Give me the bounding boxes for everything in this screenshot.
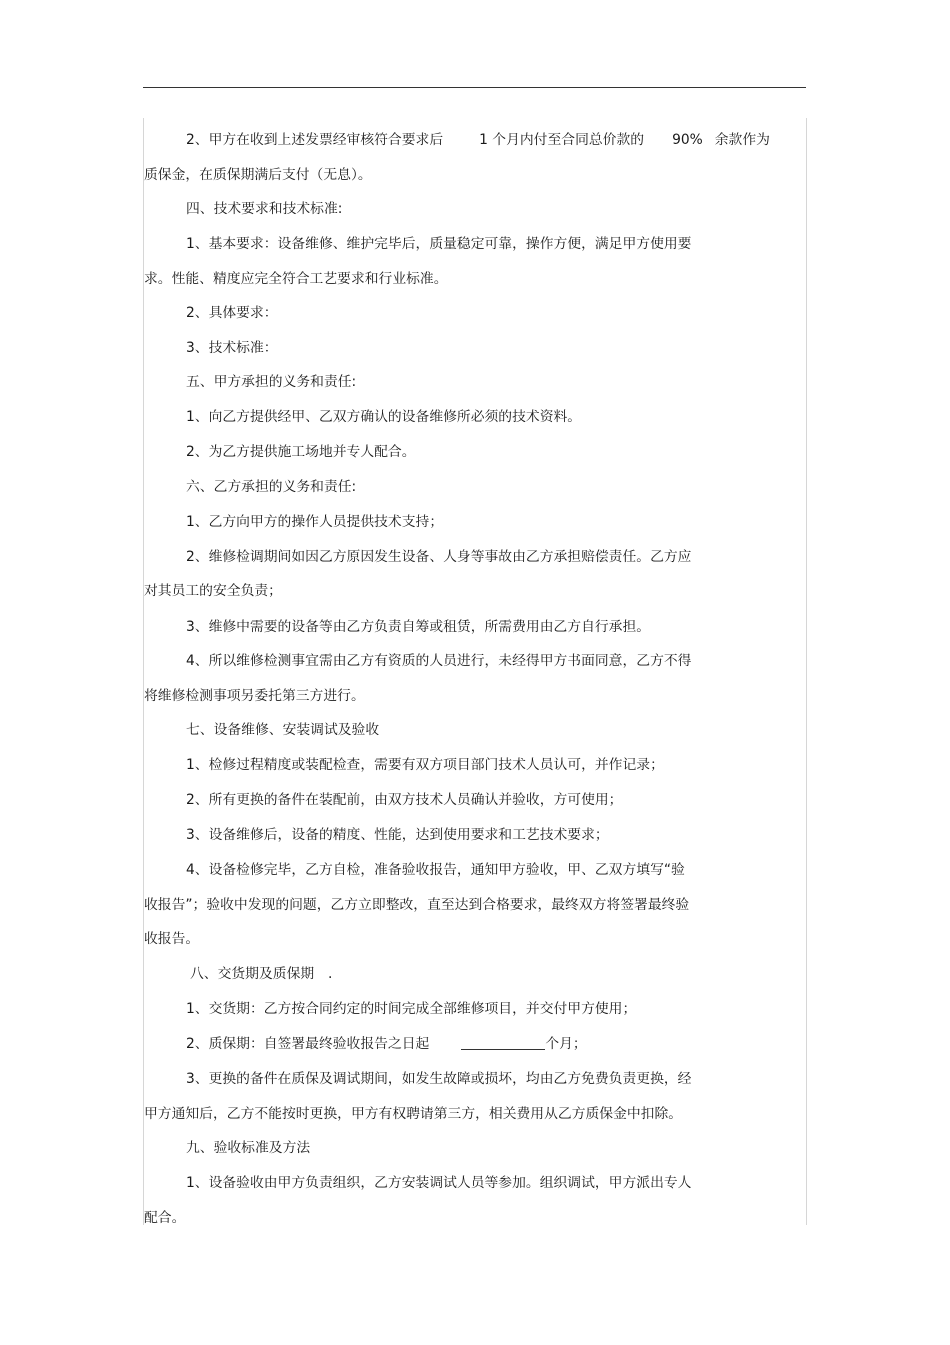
paragraph-line: 将维修检测事项另委托第三方进行。 xyxy=(144,688,365,704)
paragraph-line: 3、更换的备件在质保及调试期间，如发生故障或损坏，均由乙方免费负责更换，经 xyxy=(186,1071,692,1087)
paragraph-line: 3、设备维修后，设备的精度、性能，达到使用要求和工艺技术要求； xyxy=(186,827,609,843)
paragraph-line: 甲方通知后，乙方不能按时更换，甲方有权聘请第三方，相关费用从乙方质保金中扣除。 xyxy=(144,1106,683,1122)
paragraph-line: 1、交货期：乙方按合同约定的时间完成全部维修项目，并交付甲方使用； xyxy=(186,1001,637,1017)
paragraph-line: 收报告。 xyxy=(144,931,200,947)
paragraph-line: 1、设备验收由甲方负责组织，乙方安装调试人员等参加。组织调试，甲方派出专人 xyxy=(186,1175,692,1191)
text-segment: 90% xyxy=(672,132,703,148)
paragraph-line: 求。性能、精度应完全符合工艺要求和行业标准。 xyxy=(144,271,448,287)
paragraph-line: 2、所有更换的备件在装配前，由双方技术人员确认并验收，方可使用； xyxy=(186,792,623,808)
paragraph-line: 配合。 xyxy=(144,1210,186,1226)
section-heading: 八、交货期及质保期 . xyxy=(190,966,333,982)
paragraph-line: 1、检修过程精度或装配检查，需要有双方项目部门技术人员认可，并作记录； xyxy=(186,757,664,773)
paragraph-line: 2、具体要求： xyxy=(186,305,278,321)
paragraph-line: 1、乙方向甲方的操作人员提供技术支持； xyxy=(186,514,444,530)
paragraph-line: 2、维修检调期间如因乙方原因发生设备、人身等事故由乙方承担赔偿责任。乙方应 xyxy=(186,549,692,565)
section-heading: 九、验收标准及方法 xyxy=(186,1140,311,1156)
paragraph-line: 4、设备检修完毕，乙方自检，准备验收报告，通知甲方验收，甲、乙双方填写“验 xyxy=(186,862,685,878)
text-segment: 2、质保期：自签署最终验收报告之日起 xyxy=(186,1036,430,1052)
section-heading: 四、技术要求和技术标准: xyxy=(186,201,343,217)
section-heading: 六、乙方承担的义务和责任: xyxy=(186,479,357,495)
page-right-border xyxy=(806,118,807,1225)
text-segment: 1 个月内付至合同总价款的 xyxy=(479,132,645,148)
text-segment: 2、甲方在收到上述发票经审核符合要求后 xyxy=(186,132,444,148)
header-rule xyxy=(143,87,806,88)
section-heading: 五、甲方承担的义务和责任: xyxy=(186,374,357,390)
paragraph-line: 4、所以维修检测事宜需由乙方有资质的人员进行，未经得甲方书面同意，乙方不得 xyxy=(186,653,692,669)
paragraph-line: 2、为乙方提供施工场地并专人配合。 xyxy=(186,444,416,460)
fill-in-blank xyxy=(461,1035,545,1050)
paragraph-line: 3、维修中需要的设备等由乙方负责自筹或租赁，所需费用由乙方自行承担。 xyxy=(186,619,651,635)
section-heading: 七、设备维修、安装调试及验收 xyxy=(186,722,380,738)
paragraph-line xyxy=(186,1035,587,1053)
paragraph-line xyxy=(186,131,770,149)
paragraph-line: 1、基本要求：设备维修、维护完毕后，质量稳定可靠，操作方便，满足甲方使用要 xyxy=(186,236,692,252)
text-segment: 余款作为 xyxy=(714,132,770,148)
paragraph-line: 1、向乙方提供经甲、乙双方确认的设备维修所必须的技术资料。 xyxy=(186,409,582,425)
paragraph-line: 对其员工的安全负责； xyxy=(144,583,282,599)
paragraph-line: 收报告”；验收中发现的问题，乙方立即整改，直至达到合格要求，最终双方将签署最终验 xyxy=(144,897,690,913)
paragraph-line: 质保金，在质保期满后支付（无息）。 xyxy=(144,167,372,183)
text-segment: 个月； xyxy=(545,1036,587,1052)
paragraph-line: 3、技术标准： xyxy=(186,340,278,356)
